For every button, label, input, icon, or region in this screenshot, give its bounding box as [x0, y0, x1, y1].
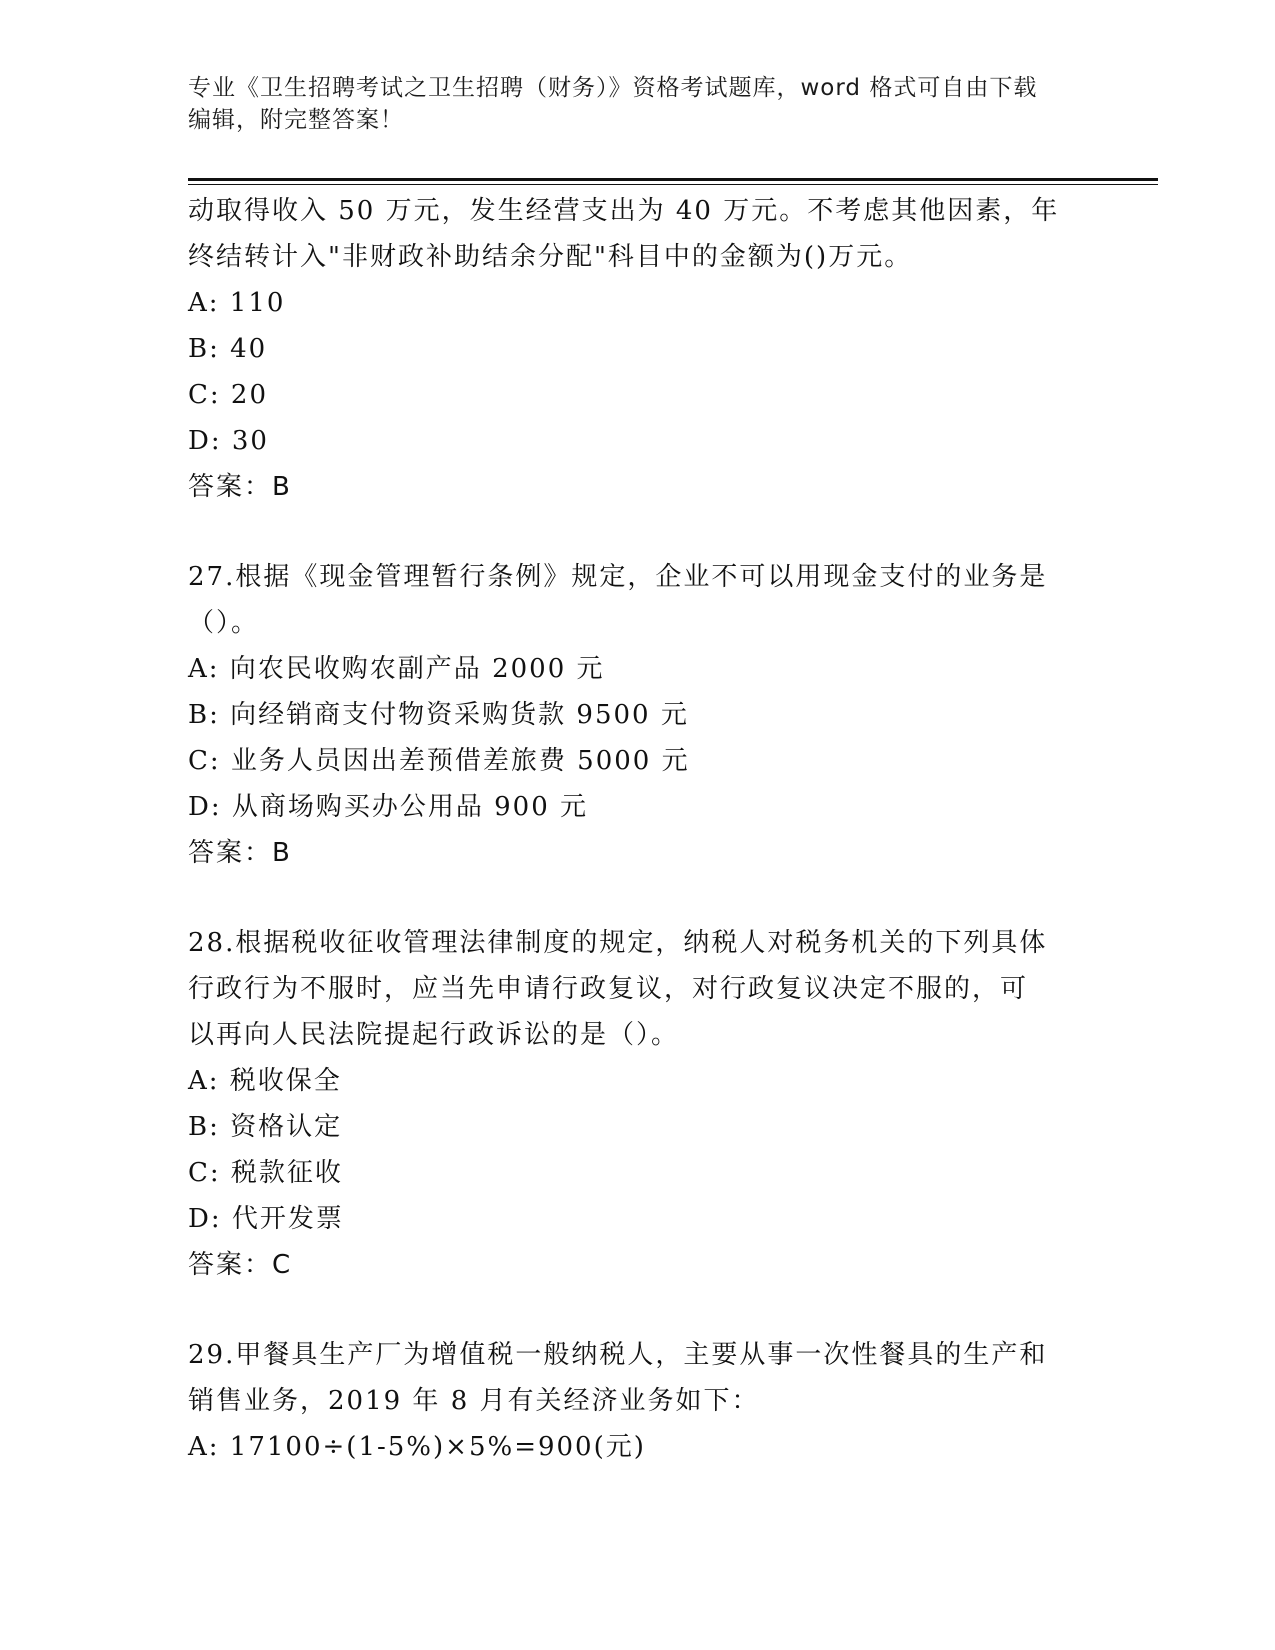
question-continuation	[188, 188, 1088, 510]
question-stem-line: 销售业务，2019 年 8 月有关经济业务如下：	[188, 1386, 760, 1416]
question-stem-line: 28.根据税收征收管理法律制度的规定，纳税人对税务机关的下列具体	[188, 928, 1048, 958]
question-stem-line: 以再向人民法院提起行政诉讼的是（）。	[188, 1020, 680, 1050]
document-header	[188, 72, 1088, 136]
option-b: B: 资格认定	[188, 1112, 343, 1142]
question-28	[188, 920, 1088, 1288]
document-body	[188, 188, 1088, 1470]
answer-line: 答案：C	[188, 1250, 293, 1280]
answer-line: 答案：B	[188, 472, 292, 502]
question-stem-line: 终结转计入"非财政补助结余分配"科目中的金额为()万元。	[188, 242, 913, 272]
option-a: A: 税收保全	[188, 1066, 342, 1096]
option-b: B: 40	[188, 334, 268, 364]
question-stem-line: 动取得收入 50 万元，发生经营支出为 40 万元。不考虑其他因素，年	[188, 196, 1060, 226]
question-stem-line: 27.根据《现金管理暂行条例》规定，企业不可以用现金支付的业务是	[188, 562, 1048, 592]
option-b: B: 向经销商支付物资采购货款 9500 元	[188, 700, 689, 730]
header-line-2: 编辑，附完整答案！	[188, 107, 404, 133]
option-a: A: 向农民收购农副产品 2000 元	[188, 654, 605, 684]
option-c: C: 业务人员因出差预借差旅费 5000 元	[188, 746, 690, 776]
question-27	[188, 554, 1088, 876]
option-d: D: 代开发票	[188, 1204, 344, 1234]
question-stem-line: 行政行为不服时，应当先申请行政复议，对行政复议决定不服的，可	[188, 974, 1029, 1004]
question-stem-line: （）。	[188, 608, 260, 638]
option-d: D: 从商场购买办公用品 900 元	[188, 792, 589, 822]
option-c: C: 税款征收	[188, 1158, 343, 1188]
option-a: A: 110	[188, 288, 286, 318]
header-divider-thin	[188, 184, 1158, 185]
option-d: D: 30	[188, 426, 269, 456]
question-29	[188, 1332, 1088, 1470]
option-c: C: 20	[188, 380, 269, 410]
answer-line: 答案：B	[188, 838, 292, 868]
option-a: A: 17100÷(1-5%)×5%=900(元)	[188, 1432, 646, 1462]
header-divider-thick	[188, 178, 1158, 181]
header-line-1: 专业《卫生招聘考试之卫生招聘（财务）》资格考试题库，word 格式可自由下载	[188, 75, 1038, 101]
question-stem-line: 29.甲餐具生产厂为增值税一般纳税人，主要从事一次性餐具的生产和	[188, 1340, 1048, 1370]
